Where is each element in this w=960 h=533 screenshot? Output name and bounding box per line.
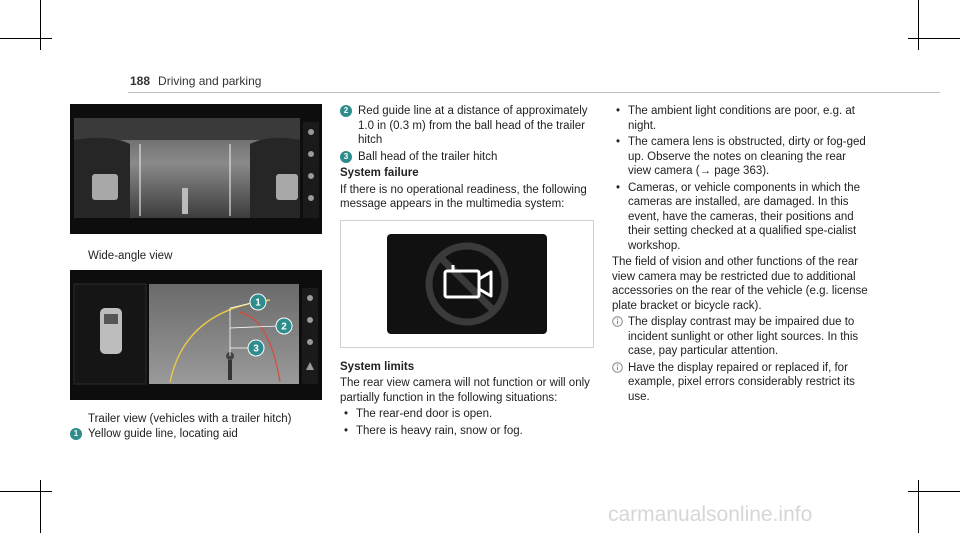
col3-paragraph: The field of vision and other functions of the rear view camera may be restricted due to additional accessories on the rear of the vehicle (e.g. license plate bracket or bicycle rack). xyxy=(612,256,868,312)
crop-mark xyxy=(40,0,41,50)
limits-bullet-2: • There is heavy rain, snow or fog. xyxy=(340,424,595,439)
callout-3-label: 3 xyxy=(253,343,259,355)
legend-item-3 xyxy=(340,150,595,165)
legend-badge-1: 1 xyxy=(70,428,82,440)
header-rule xyxy=(128,92,940,93)
legend-text-1: Yellow guide line, locating aid xyxy=(88,428,238,440)
crop-mark xyxy=(40,480,41,533)
legend-item-2 xyxy=(340,104,595,148)
note-text-2: Have the display repaired or replaced if, for example, pixel errors considerably restrict its use. xyxy=(628,361,855,403)
page-header xyxy=(130,74,261,88)
col3-bullet-2: • The camera lens is obstructed, dirty or fog-ged up. Observe the notes on cleaning the rear view camera (→ page 363). xyxy=(612,135,872,179)
trailer-camera-scene xyxy=(70,270,322,400)
legend-badge-3: 3 xyxy=(340,151,352,163)
note-text-1: The display contrast may be impaired due to incident sunlight or other light sources. In this case, pay particular attention. xyxy=(628,316,859,357)
figure-caption-trailer: Trailer view (vehicles with a trailer hitch) xyxy=(88,413,292,425)
figure-caption-wide-angle: Wide-angle view xyxy=(88,250,173,262)
legend-text-3: Ball head of the trailer hitch xyxy=(358,150,498,163)
crop-mark xyxy=(0,491,52,492)
wide-angle-camera-scene xyxy=(70,104,322,234)
crop-mark xyxy=(918,0,919,50)
wide-angle-view-image xyxy=(70,104,322,234)
column-2 xyxy=(340,104,595,440)
limits-heading: System limits xyxy=(340,360,415,373)
watermark: carmanualsonline.info xyxy=(608,503,813,526)
camera-off-display xyxy=(341,221,593,347)
section-title: Driving and parking xyxy=(158,74,262,88)
crop-mark xyxy=(918,480,919,533)
camera-unavailable-image xyxy=(340,220,594,348)
callout-2-label: 2 xyxy=(281,321,287,333)
limits-bullet-1: • The rear-end door is open. xyxy=(340,407,595,422)
page-number: 188 xyxy=(130,74,151,88)
col3-bullet-3: • Cameras, or vehicle components in which the cameras are installed, are damaged. In this event, have the cameras, their positions and their setting checked at a qualified spe-cialist workshop. xyxy=(612,181,872,254)
legend-text-2: Red guide line at a distance of approximately 1.0 in (0.3 m) from the ball head of the trailer hitch xyxy=(358,105,588,146)
col3-bullet-1: • The ambient light conditions are poor, e.g. at night. xyxy=(612,104,872,133)
failure-text: If there is no operational readiness, the following message appears in the multimedia system: xyxy=(340,183,587,210)
failure-heading: System failure xyxy=(340,167,419,179)
column-3 xyxy=(612,104,872,406)
info-icon xyxy=(612,362,623,373)
info-icon xyxy=(612,316,623,327)
note-2 xyxy=(612,361,872,405)
legend-badge-2: 2 xyxy=(340,105,352,117)
callout-1-label: 1 xyxy=(255,297,261,309)
trailer-view-image xyxy=(70,270,322,400)
crop-mark xyxy=(0,38,52,39)
crop-mark xyxy=(908,491,960,492)
limits-text: The rear view camera will not function or will only partially function in the following situations: xyxy=(340,377,590,404)
legend-item-1 xyxy=(70,427,338,442)
note-1 xyxy=(612,315,872,359)
crop-mark xyxy=(908,38,960,39)
